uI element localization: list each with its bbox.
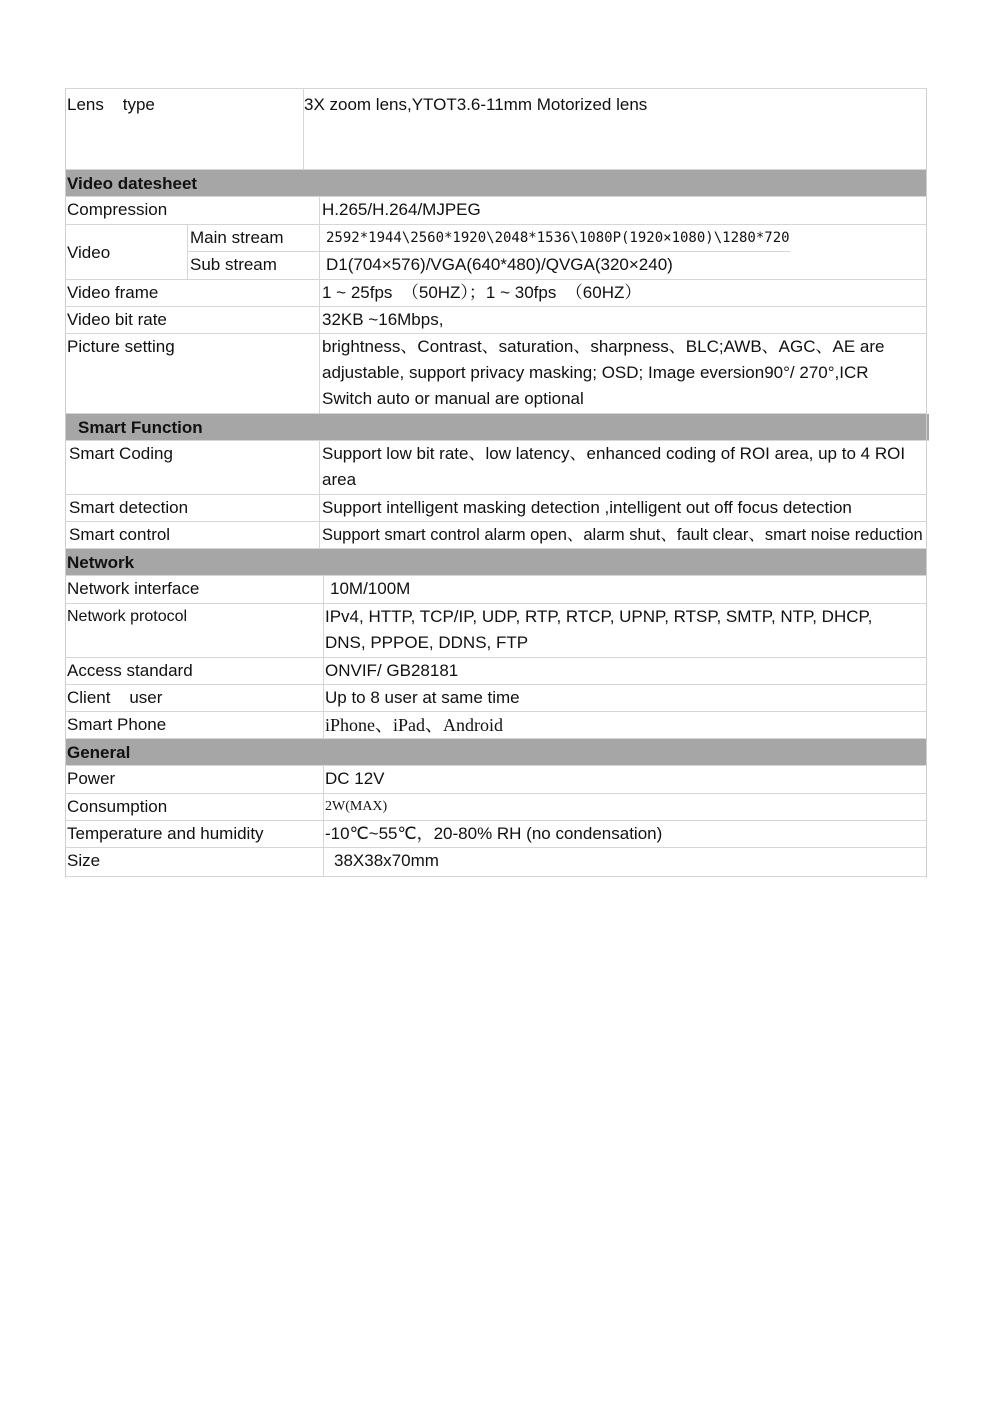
network-protocol-line-1: IPv4, HTTP, TCP/IP, UDP, RTP, RTCP, UPNP, RTSP, SMTP, NTP, DHCP, <box>325 607 873 626</box>
smart-coding-line-2: area <box>322 470 357 489</box>
picture-setting-line-3: Switch auto or manual are optional <box>322 389 584 408</box>
consumption-value: 2W(MAX) <box>323 794 387 820</box>
network-protocol-line-2: DNS, PPPOE, DDNS, FTP <box>325 633 529 652</box>
row-power <box>65 766 927 794</box>
client-user-label: Client user <box>67 688 163 707</box>
section-header-video: Video datesheet <box>65 170 927 197</box>
picture-setting-line-2: adjustable, support privacy masking; OSD; Image eversion90°/ 270°,ICR <box>322 363 869 382</box>
consumption-label: Consumption <box>67 797 168 816</box>
row-smart-coding <box>65 441 927 495</box>
row-size <box>65 848 927 877</box>
video-bit-rate-value: 32KB ~16Mbps, <box>319 307 443 333</box>
section-header-general: General <box>65 739 927 766</box>
row-lens-type <box>65 88 927 170</box>
row-video-bit-rate <box>65 307 927 334</box>
smart-control-label: Smart control <box>69 525 171 544</box>
main-stream-value: 2592*1944\2560*1920\2048*1536\1080P(1920×1080)\1280*720 <box>319 225 790 252</box>
smart-detection-label: Smart detection <box>69 498 189 517</box>
lens-type-label: Lens type <box>67 95 155 114</box>
row-video <box>65 225 927 280</box>
network-interface-value: 10M/100M <box>323 576 410 603</box>
access-standard-label: Access standard <box>67 661 193 680</box>
row-smart-phone <box>65 712 927 739</box>
smart-detection-value: Support intelligent masking detection ,intelligent out off focus detection <box>319 495 852 521</box>
network-interface-label: Network interface <box>67 579 200 598</box>
picture-setting-label: Picture setting <box>67 337 175 356</box>
access-standard-value: ONVIF/ GB28181 <box>323 658 458 684</box>
network-protocol-label: Network protocol <box>67 608 188 625</box>
smart-control-value: Support smart control alarm open、alarm shut、fault clear、smart noise reduction <box>319 522 923 548</box>
row-picture-setting <box>65 334 927 414</box>
video-label: Video <box>67 243 111 262</box>
row-smart-control <box>65 522 927 549</box>
row-video-frame <box>65 280 927 307</box>
row-compression <box>65 197 927 225</box>
temperature-humidity-value: -10℃~55℃，20-80% RH (no condensation) <box>323 821 662 847</box>
picture-setting-value <box>319 334 884 413</box>
video-frame-label: Video frame <box>67 283 159 302</box>
section-header-smart: Smart Function <box>65 414 929 441</box>
row-temperature-humidity <box>65 821 927 848</box>
power-label: Power <box>67 769 116 788</box>
main-stream-label: Main stream <box>187 225 319 252</box>
smart-coding-line-1: Support low bit rate、low latency、enhanced coding of ROI area, up to 4 ROI <box>322 444 906 463</box>
smart-phone-label: Smart Phone <box>67 715 167 734</box>
row-network-protocol <box>65 604 927 658</box>
client-user-value: Up to 8 user at same time <box>323 685 520 711</box>
network-protocol-value <box>323 604 872 657</box>
row-network-interface <box>65 576 927 604</box>
picture-setting-line-1: brightness、Contrast、saturation、sharpness、BLC;AWB、AGC、AE are <box>322 337 885 356</box>
row-smart-detection <box>65 495 927 522</box>
power-value: DC 12V <box>323 766 385 793</box>
compression-label: Compression <box>67 200 168 219</box>
smart-phone-value: iPhone、iPad、Android <box>323 712 503 738</box>
size-label: Size <box>67 851 101 870</box>
smart-coding-value <box>319 441 905 494</box>
row-consumption <box>65 794 927 821</box>
size-value: 38X38x70mm <box>323 848 439 876</box>
sub-stream-label: Sub stream <box>187 252 319 279</box>
smart-coding-label: Smart Coding <box>69 444 173 463</box>
compression-value: H.265/H.264/MJPEG <box>319 197 481 224</box>
video-bit-rate-label: Video bit rate <box>67 310 167 329</box>
lens-type-value: 3X zoom lens,YTOT3.6-11mm Motorized lens <box>303 89 647 169</box>
video-frame-value: 1 ~ 25fps （50HZ）；1 ~ 30fps （60HZ） <box>319 280 641 306</box>
sub-stream-value: D1(704×576)/VGA(640*480)/QVGA(320×240) <box>319 252 673 279</box>
section-header-network: Network <box>65 549 927 576</box>
temperature-humidity-label: Temperature and humidity <box>67 824 264 843</box>
row-client-user <box>65 685 927 712</box>
row-access-standard <box>65 658 927 685</box>
